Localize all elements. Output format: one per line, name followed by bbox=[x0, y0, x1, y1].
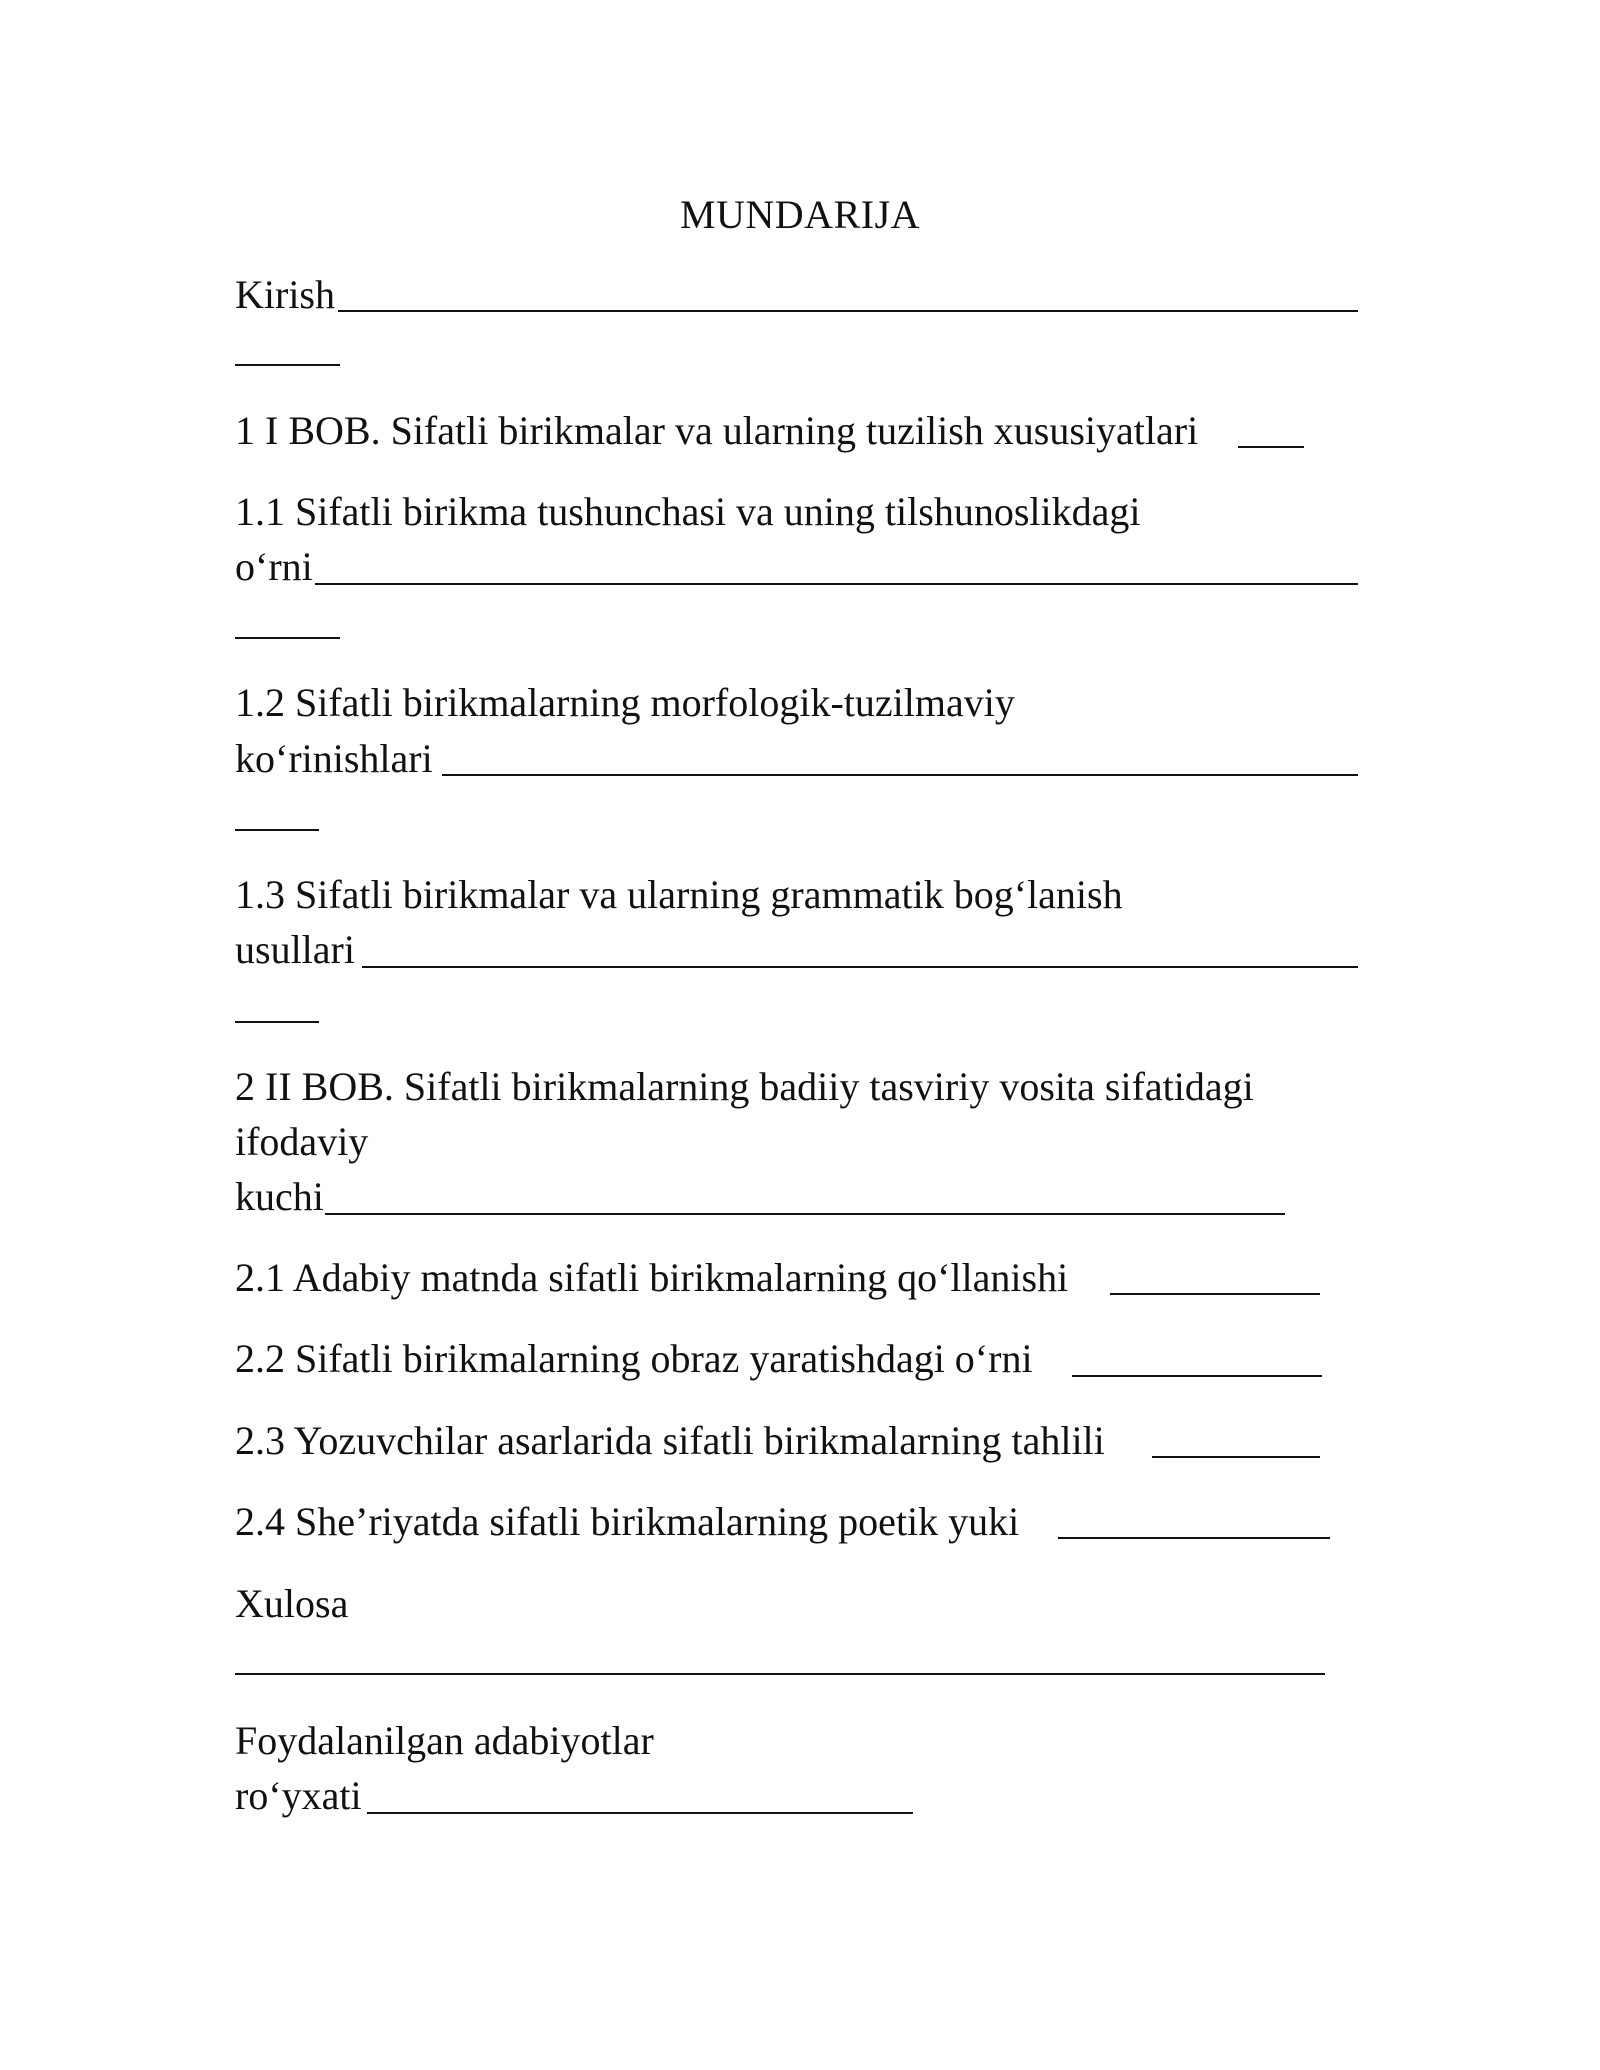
leader-line bbox=[235, 364, 340, 366]
toc-entry-kirish: Kirish bbox=[235, 272, 335, 317]
toc-entry-1-1-cont: o‘rni bbox=[235, 544, 313, 589]
leader-line bbox=[315, 583, 1358, 585]
leader-line bbox=[1238, 446, 1304, 448]
toc-entry-1-3: 1.3 Sifatli birikmalar va ularning grammatik bog‘lanish bbox=[235, 872, 1123, 917]
toc-entry-2-3: 2.3 Yozuvchilar asarlarida sifatli birikmalarning tahlili bbox=[235, 1418, 1105, 1463]
leader-line bbox=[235, 1673, 1325, 1675]
toc-entry-2-2: 2.2 Sifatli birikmalarning obraz yaratishdagi o‘rni bbox=[235, 1336, 1033, 1381]
toc-entry-2-1: 2.1 Adabiy matnda sifatli birikmalarning qo‘llanishi bbox=[235, 1255, 1069, 1300]
leader-line bbox=[338, 310, 1358, 312]
toc-entry-chapter-2: 2 II BOB. Sifatli birikmalarning badiiy tasviriy vosita sifatidagi bbox=[235, 1064, 1254, 1109]
toc-entry-1-2: 1.2 Sifatli birikmalarning morfologik-tuzilmaviy bbox=[235, 680, 1015, 725]
leader-line bbox=[235, 637, 340, 639]
toc-entry-references-cont: ro‘yxati bbox=[235, 1773, 362, 1818]
toc-entry-1-2-cont: ko‘rinishlari bbox=[235, 736, 433, 781]
leader-line bbox=[325, 1213, 1285, 1215]
toc-entry-xulosa: Xulosa bbox=[235, 1581, 349, 1626]
leader-line bbox=[1072, 1375, 1322, 1377]
leader-line bbox=[235, 1021, 319, 1023]
toc-entry-1-1: 1.1 Sifatli birikma tushunchasi va uning tilshunoslikdagi bbox=[235, 489, 1141, 534]
page-title: MUNDARIJA bbox=[679, 192, 921, 237]
toc-entry-chapter-1: 1 I BOB. Sifatli birikmalar va ularning tuzilish xususiyatlari bbox=[235, 408, 1199, 453]
leader-line bbox=[362, 966, 1358, 968]
leader-line bbox=[1110, 1293, 1320, 1295]
toc-entry-references: Foydalanilgan adabiyotlar bbox=[235, 1718, 654, 1763]
toc-entry-1-3-cont: usullari bbox=[235, 927, 355, 972]
leader-line bbox=[235, 829, 319, 831]
toc-entry-chapter-2-cont: ifodaviy bbox=[235, 1119, 369, 1164]
toc-entry-chapter-2-cont: kuchi bbox=[235, 1174, 324, 1219]
toc-entry-2-4: 2.4 She’riyatda sifatli birikmalarning poetik yuki bbox=[235, 1499, 1020, 1544]
leader-line bbox=[442, 774, 1358, 776]
leader-line bbox=[1152, 1456, 1320, 1458]
leader-line bbox=[367, 1812, 913, 1814]
leader-line bbox=[1058, 1537, 1330, 1539]
